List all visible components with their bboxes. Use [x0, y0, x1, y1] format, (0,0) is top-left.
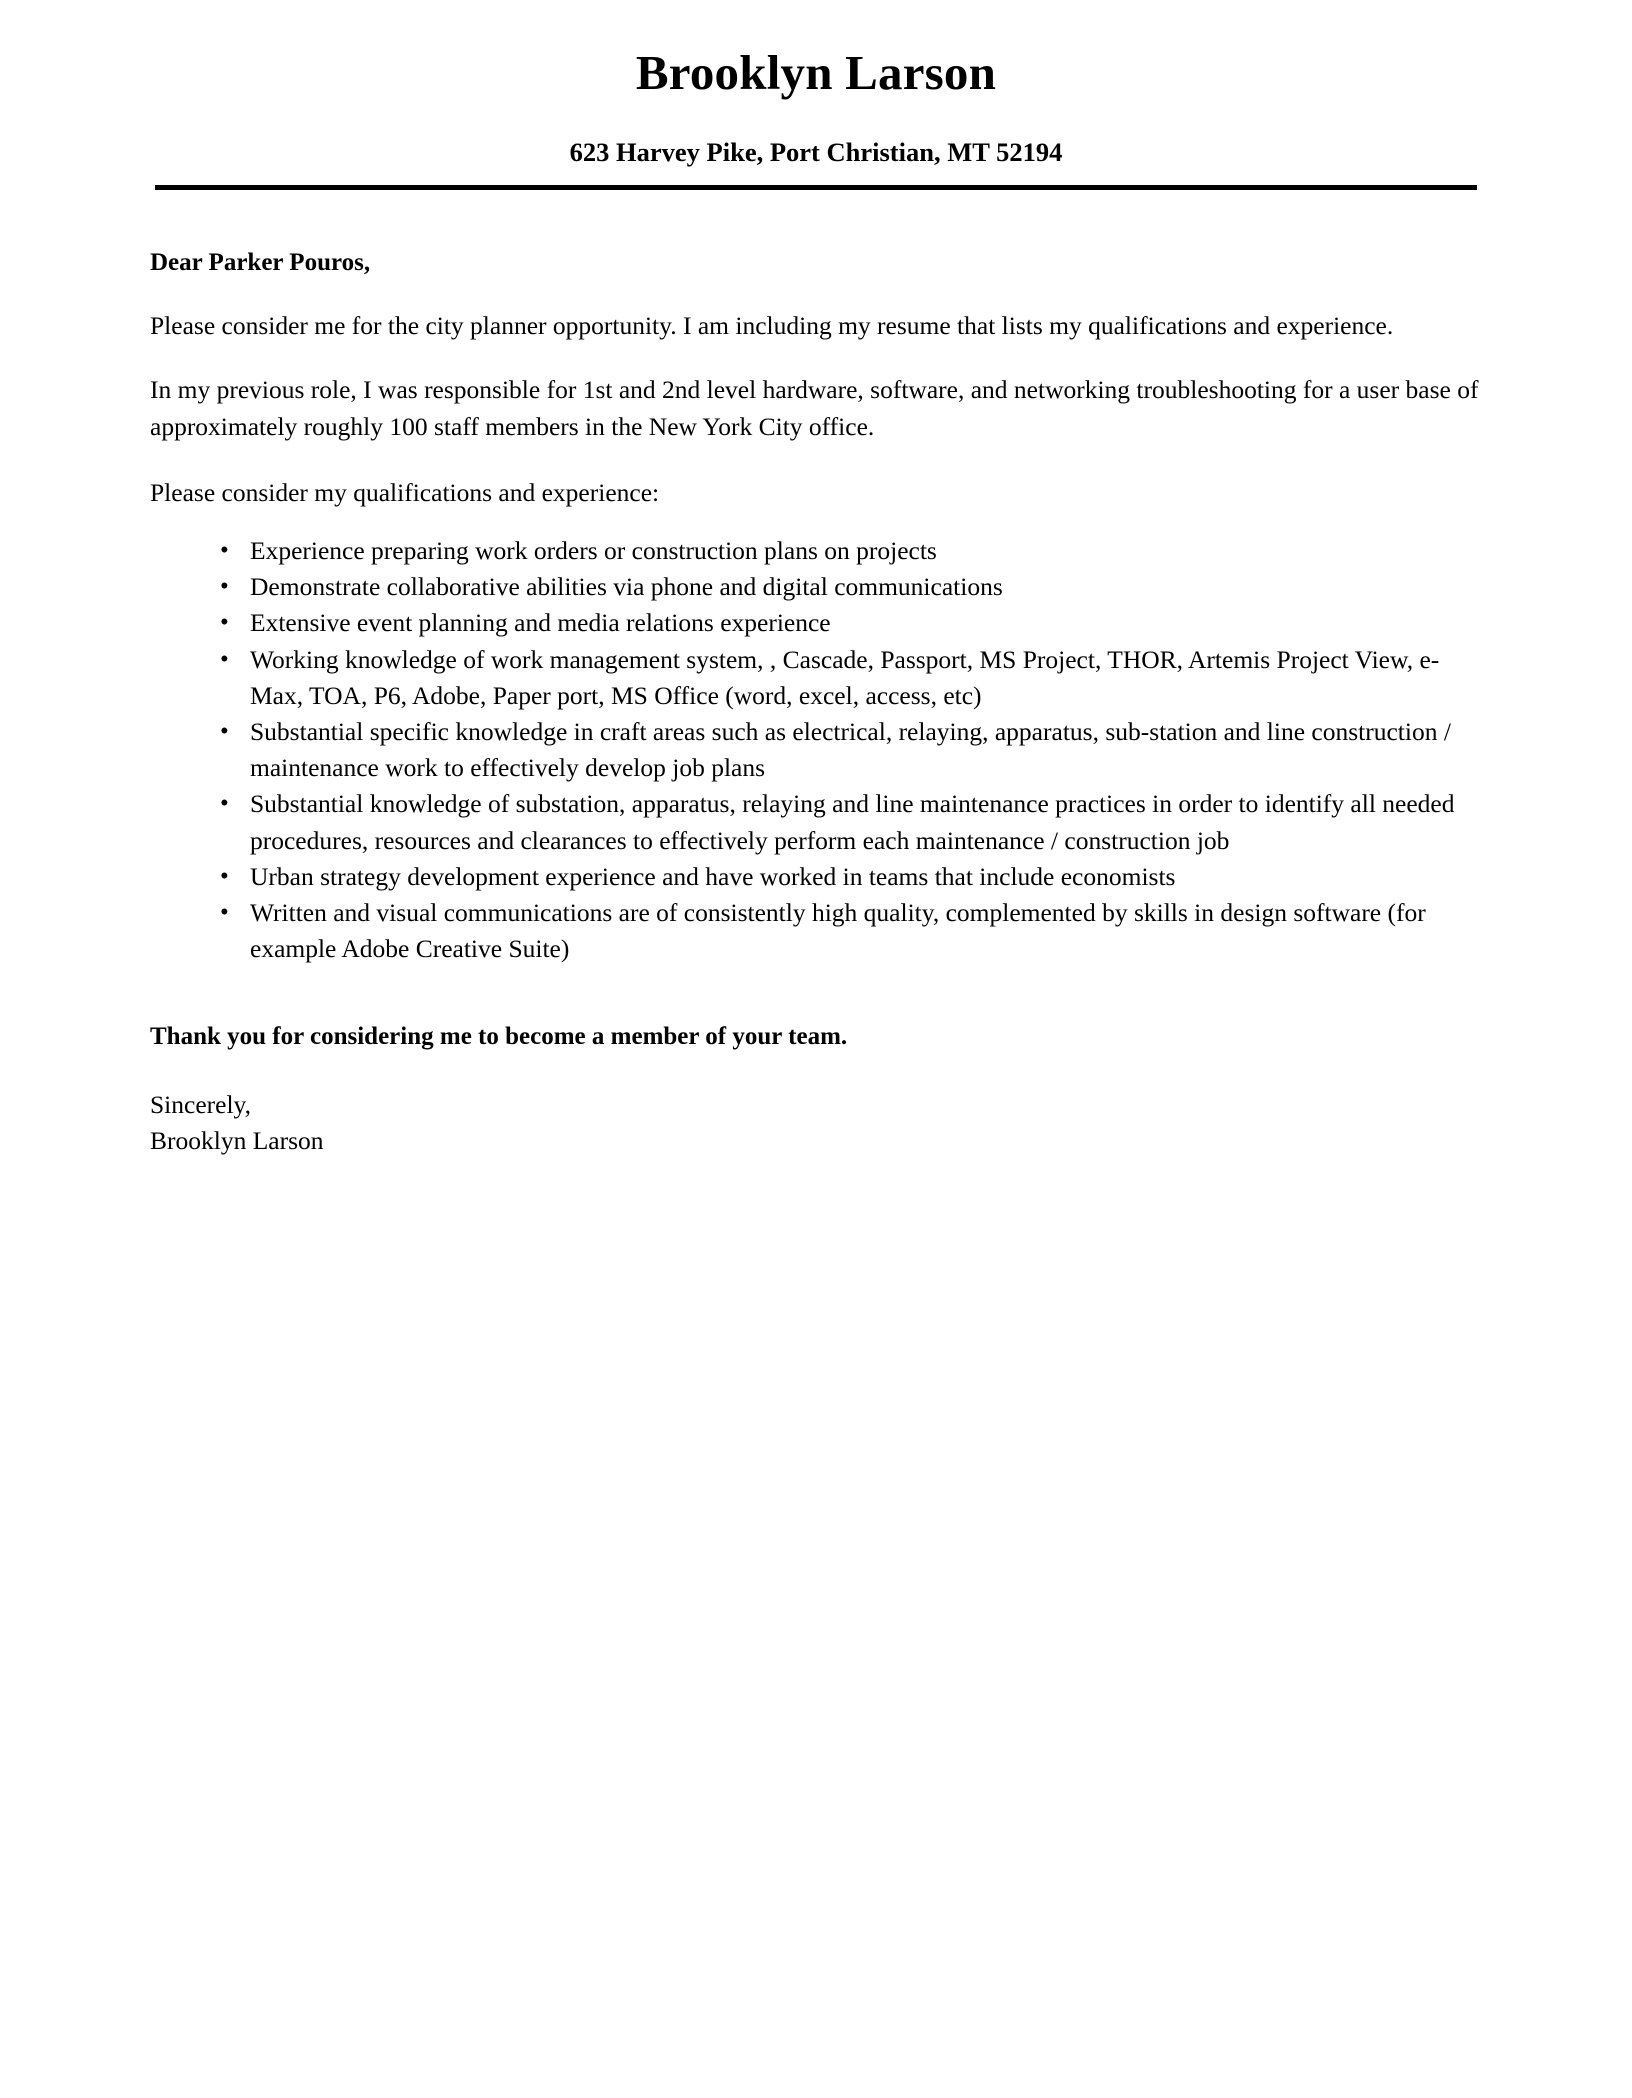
- bullet-icon: •: [220, 645, 229, 673]
- list-item-label: Urban strategy development experience and have worked in teams that include economists: [250, 861, 1176, 891]
- list-item: [220, 569, 1480, 605]
- body-paragraph-2: In my previous role, I was responsible for 1st and 2nd level hardware, software, and networking troubleshooting for a user base of approximately roughly 100 staff members in the New York City office.: [150, 375, 1479, 441]
- bullet-icon: •: [220, 862, 229, 890]
- list-item-label: Experience preparing work orders or construction plans on projects: [250, 535, 937, 565]
- body-paragraph-1: Please consider me for the city planner opportunity. I am including my resume that lists my qualifications and experience.: [150, 311, 1394, 341]
- signoff: Sincerely,: [150, 1089, 252, 1119]
- sender-name: Brooklyn Larson: [635, 45, 997, 100]
- list-item-label: Written and visual communications are of consistently high quality, complemented by skills in design software (for example Adobe Creative Suite): [250, 898, 1426, 964]
- list-item: [220, 859, 1480, 895]
- list-item: [220, 786, 1480, 858]
- bullet-icon: •: [220, 718, 229, 745]
- bullet-icon: •: [220, 536, 229, 564]
- bullet-icon: •: [220, 899, 229, 927]
- letter-header: [0, 0, 1632, 190]
- list-item: [220, 605, 1480, 641]
- list-item: [220, 533, 1480, 569]
- letter-body: [0, 190, 1632, 1160]
- thank-you-line: Thank you for considering me to become a member of your team.: [150, 1023, 848, 1051]
- list-item: [220, 714, 1480, 786]
- signoff-name: Brooklyn Larson: [150, 1126, 324, 1156]
- bullet-icon: •: [220, 609, 229, 637]
- list-item: [220, 642, 1480, 714]
- list-item-label: Extensive event planning and media relations experience: [250, 608, 831, 638]
- qualifications-intro: Please consider my qualifications and experience:: [150, 477, 660, 507]
- list-item-label: Substantial specific knowledge in craft areas such as electrical, relaying, apparatus, sub-station and line construction / maintenance work to effectively develop job plans: [250, 717, 1451, 783]
- list-item-label: Demonstrate collaborative abilities via phone and digital communications: [250, 572, 1003, 602]
- list-item-label: Working knowledge of work management system, , Cascade, Passport, MS Project, THOR, Artemis Project View, e-Max, TOA, P6, Adobe, Paper port, MS Office (word, excel, access, etc): [250, 644, 1440, 710]
- bullet-icon: •: [220, 573, 229, 601]
- list-item-label: Substantial knowledge of substation, apparatus, relaying and line maintenance practices in order to identify all needed procedures, resources and clearances to effectively perform each maintenance / construction job: [250, 789, 1455, 855]
- salutation: Dear Parker Pouros,: [150, 248, 371, 276]
- list-item: [220, 895, 1480, 967]
- sender-address: 623 Harvey Pike, Port Christian, MT 52194: [569, 136, 1063, 167]
- qualifications-list: [150, 511, 1480, 967]
- bullet-icon: •: [220, 790, 229, 818]
